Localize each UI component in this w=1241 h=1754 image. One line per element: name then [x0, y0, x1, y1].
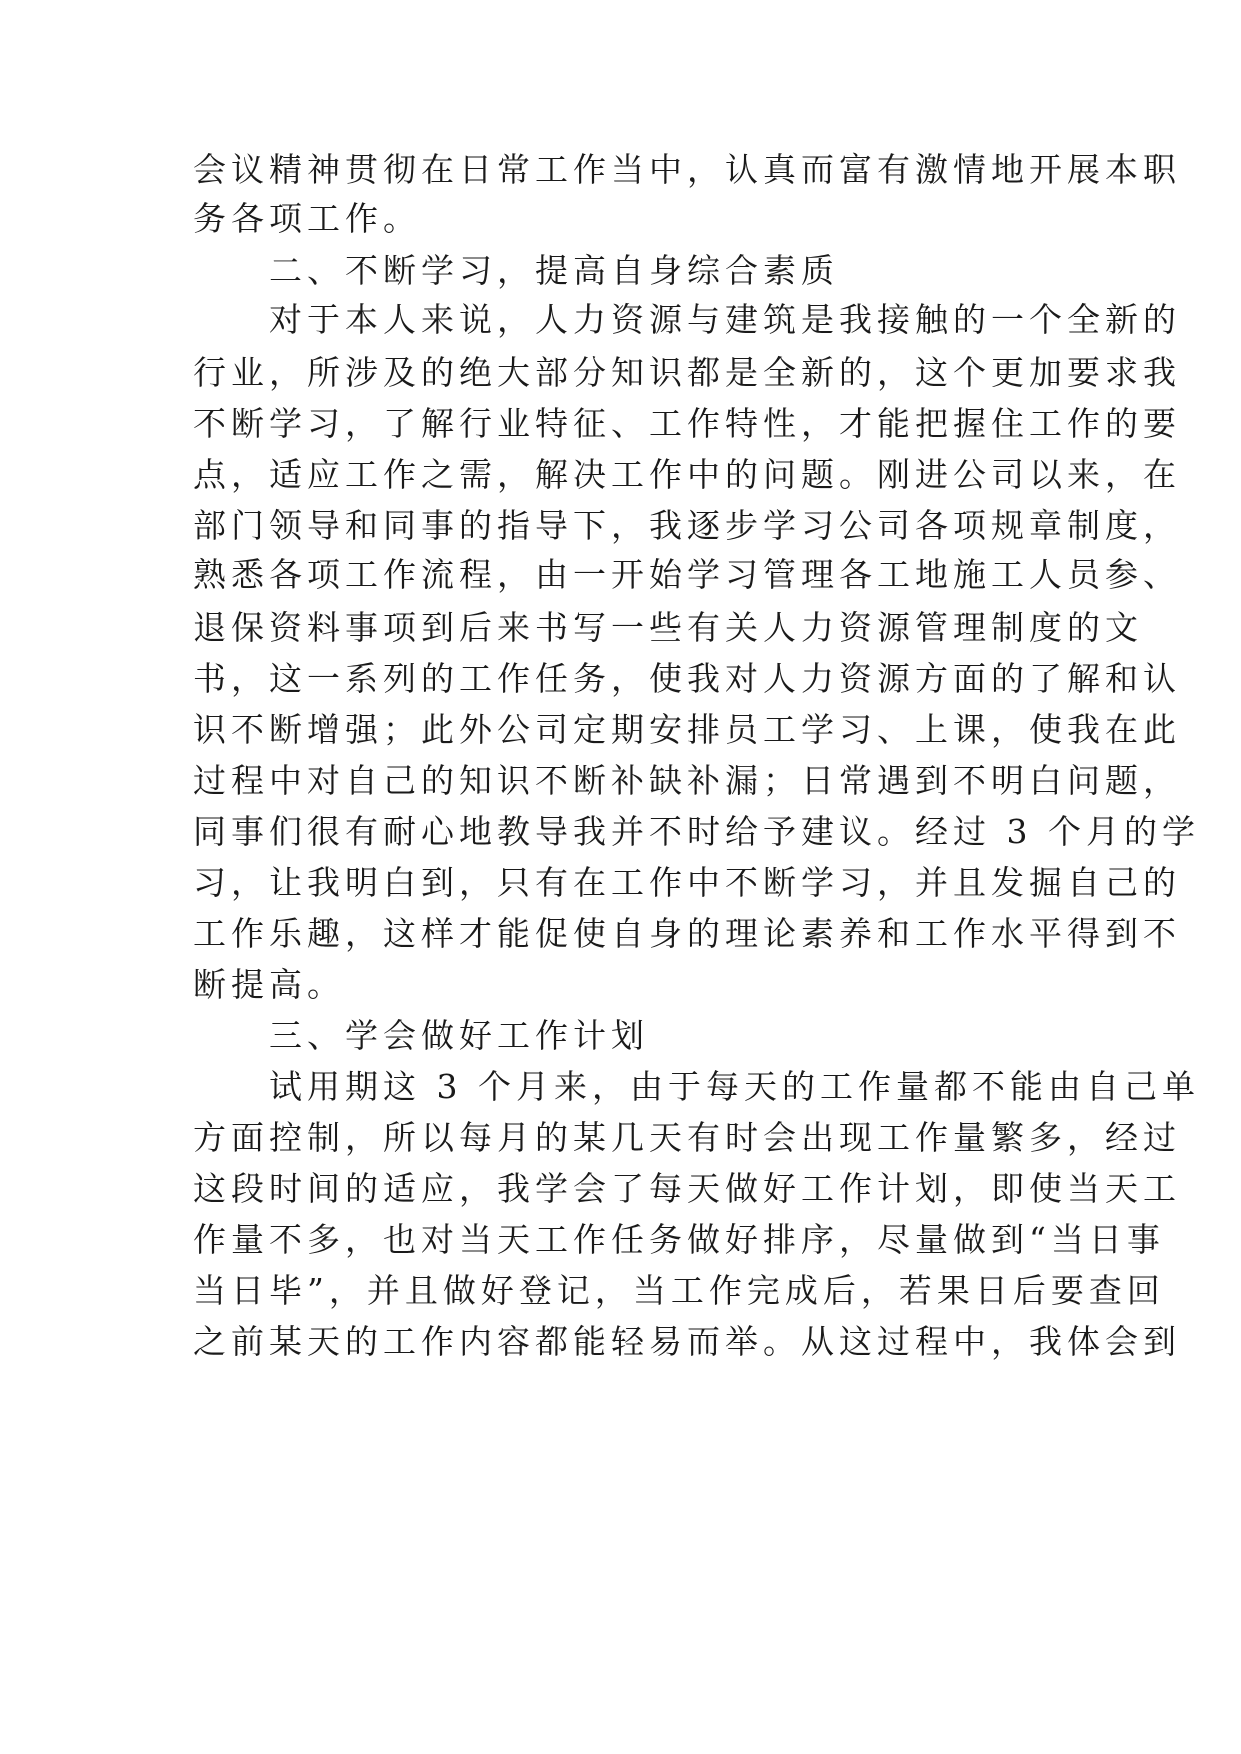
- text-line: 方面控制，所以每月的某几天有时会出现工作量繁多，经过: [193, 1118, 1181, 1157]
- text-line: 习，让我明白到，只有在工作中不断学习，并且发掘自己的: [193, 863, 1181, 902]
- text-line: 同事们很有耐心地教导我并不时给予建议。经过 3 个月的学: [193, 812, 1200, 851]
- text-line: 务各项工作。: [193, 199, 421, 238]
- section-heading: 三、学会做好工作计划: [193, 1016, 649, 1055]
- text-line: 之前某天的工作内容都能轻易而举。从这过程中，我体会到: [193, 1322, 1181, 1361]
- text-line: 对于本人来说，人力资源与建筑是我接触的一个全新的: [193, 300, 1181, 339]
- text-line: 工作乐趣，这样才能促使自身的理论素养和工作水平得到不: [193, 914, 1181, 953]
- text-line: 退保资料事项到后来书写一些有关人力资源管理制度的文: [193, 608, 1143, 647]
- text-line: 书，这一系列的工作任务，使我对人力资源方面的了解和认: [193, 659, 1181, 698]
- text-line: 作量不多，也对当天工作任务做好排序，尽量做到“当日事: [193, 1220, 1165, 1259]
- text-line: 会议精神贯彻在日常工作当中，认真而富有激情地开展本职: [193, 150, 1181, 189]
- text-line: 断提高。: [193, 965, 345, 1004]
- text-line: 试用期这 3 个月来，由于每天的工作量都不能由自己单: [193, 1067, 1200, 1106]
- text-line: 熟悉各项工作流程，由一开始学习管理各工地施工人员参、: [193, 555, 1181, 594]
- text-line: 行业，所涉及的绝大部分知识都是全新的，这个更加要求我: [193, 353, 1181, 392]
- section-heading: 二、不断学习，提高自身综合素质: [193, 251, 839, 290]
- text-line: 这段时间的适应，我学会了每天做好工作计划，即使当天工: [193, 1169, 1181, 1208]
- text-line: 部门领导和同事的指导下，我逐步学习公司各项规章制度，: [193, 506, 1181, 545]
- text-line: 识不断增强；此外公司定期安排员工学习、上课，使我在此: [193, 710, 1181, 749]
- text-line: 不断学习，了解行业特征、工作特性，才能把握住工作的要: [193, 404, 1181, 443]
- text-line: 过程中对自己的知识不断补缺补漏；日常遇到不明白问题，: [193, 761, 1181, 800]
- text-line: 当日毕”，并且做好登记，当工作完成后，若果日后要查回: [193, 1271, 1165, 1310]
- text-line: 点，适应工作之需，解决工作中的问题。刚进公司以来，在: [193, 455, 1181, 494]
